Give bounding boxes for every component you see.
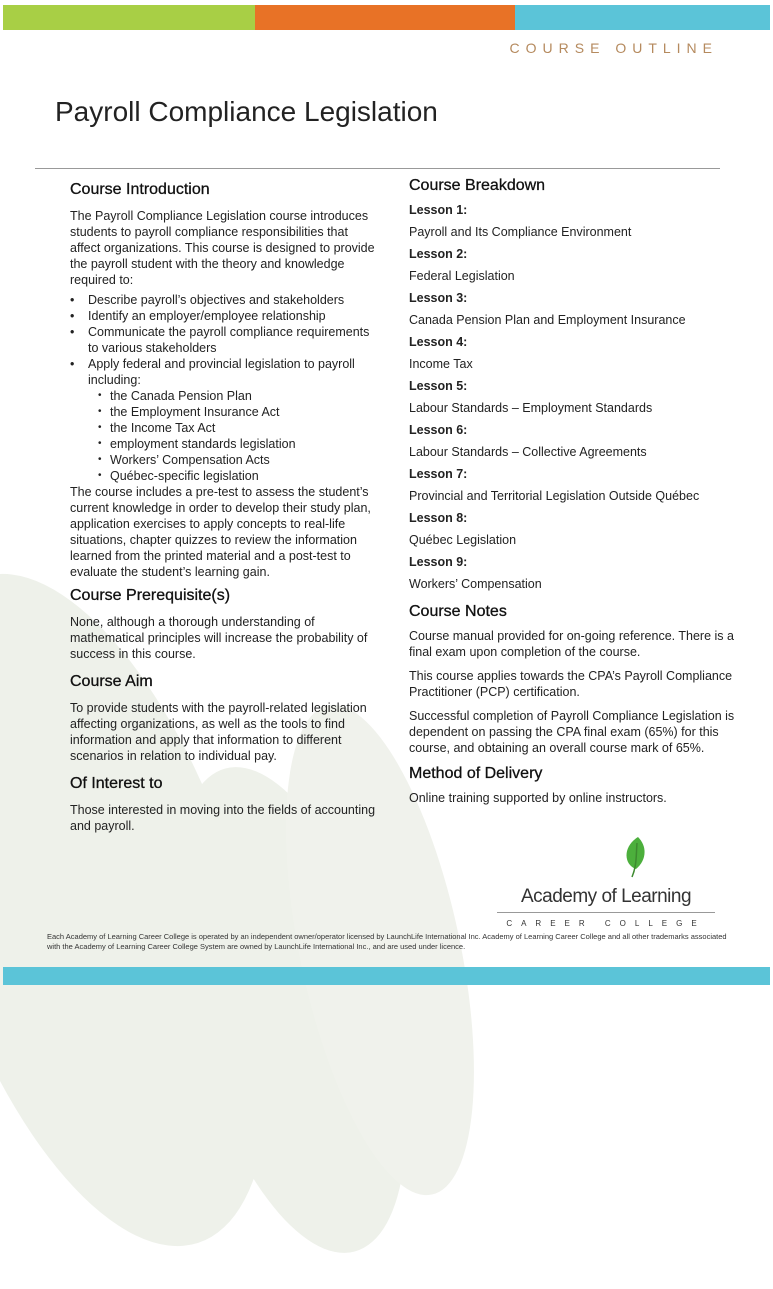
lesson-title: Labour Standards – Employment Standards xyxy=(409,401,653,415)
legislation-list xyxy=(98,388,380,484)
prereq-text: None, although a thorough understanding of mathematical principles will increase the probability of success in this course. xyxy=(70,615,368,661)
lesson-list xyxy=(409,202,739,592)
header-bar-blue xyxy=(515,5,770,30)
lesson-label: Lesson 4: xyxy=(409,335,468,349)
list-item-text: Apply federal and provincial legislation to payroll including: xyxy=(88,357,355,387)
section-heading: Method of Delivery xyxy=(409,765,543,782)
logo-divider xyxy=(497,912,715,913)
list-item: • Québec-specific legislation xyxy=(98,468,380,484)
list-item: • Workers’ Compensation Acts xyxy=(98,452,380,468)
lesson-title: Canada Pension Plan and Employment Insurance xyxy=(409,313,686,327)
section-heading: Course Notes xyxy=(409,603,507,620)
note-text: This course applies towards the CPA’s Payroll Compliance Practitioner (PCP) certification. xyxy=(409,669,733,699)
leaf-icon xyxy=(616,835,656,879)
section-heading: Course Aim xyxy=(70,673,153,690)
lesson-title: Provincial and Territorial Legislation Outside Québec xyxy=(409,489,700,503)
lesson-label: Lesson 3: xyxy=(409,291,468,305)
section-heading: Course Prerequisite(s) xyxy=(70,587,231,604)
list-item: • the Employment Insurance Act xyxy=(98,404,380,420)
lesson-title: Québec Legislation xyxy=(409,533,517,547)
note-text: Successful completion of Payroll Compliance Legislation is dependent on passing the CPA final exam (65%) for this course, and obtaining an overall course mark of 65%. xyxy=(409,709,735,755)
list-item: • Identify an employer/employee relationship xyxy=(70,308,380,324)
legal-notice: Each Academy of Learning Career College is operated by an independent owner/operator licensed by LaunchLife International Inc. Academy of Learning Career College and all other trademarks associated with the Academy of Learning Career College System are owned by LaunchLife International Inc., and are used under licence. xyxy=(47,932,727,951)
list-item: • Communicate the payroll compliance requirements to various stakeholders xyxy=(70,324,380,356)
lesson-label: Lesson 9: xyxy=(409,555,468,569)
lesson-label: Lesson 7: xyxy=(409,467,468,481)
section-heading: Course Breakdown xyxy=(409,177,546,194)
header-bar-orange xyxy=(255,5,515,30)
interest-text: Those interested in moving into the fields of accounting and payroll. xyxy=(70,803,376,833)
lesson-title: Labour Standards – Collective Agreements xyxy=(409,445,647,459)
intro-text: The Payroll Compliance Legislation course introduces students to payroll compliance responsibilities that affect organizations. This course is designed to provide the payroll student with the theory and knowledge required to: xyxy=(70,209,375,287)
section-heading: Course Introduction xyxy=(70,181,210,198)
section-heading: Of Interest to xyxy=(70,775,163,792)
lesson-title: Payroll and Its Compliance Environment xyxy=(409,225,632,239)
left-column xyxy=(70,180,380,838)
list-item: • the Income Tax Act xyxy=(98,420,380,436)
list-item: • Describe payroll’s objectives and stakeholders xyxy=(70,292,380,308)
list-item: • employment standards legislation xyxy=(98,436,380,452)
logo-subtitle: CAREER COLLEGE xyxy=(506,919,706,928)
header-bar-green xyxy=(3,5,255,30)
objectives-list xyxy=(70,292,380,484)
lesson-title: Federal Legislation xyxy=(409,269,515,283)
list-item: • the Canada Pension Plan xyxy=(98,388,380,404)
document-type-label: COURSE OUTLINE xyxy=(509,40,718,56)
intro-text-2: The course includes a pre-test to assess the student’s current knowledge in order to develop their study plan, application exercises to apply concepts to real-life situations, chapter quizzes to review the information learned from the printed material and a post-test to evaluate the student’s learning gain. xyxy=(70,485,371,579)
footer-bar xyxy=(3,967,770,985)
lesson-title: Income Tax xyxy=(409,357,473,371)
academy-logo xyxy=(497,835,715,929)
lesson-label: Lesson 1: xyxy=(409,203,468,217)
right-column xyxy=(409,176,739,810)
lesson-label: Lesson 6: xyxy=(409,423,468,437)
lesson-label: Lesson 2: xyxy=(409,247,468,261)
page-title: Payroll Compliance Legislation xyxy=(55,96,438,127)
note-text: Course manual provided for on-going reference. There is a final exam upon completion of the course. xyxy=(409,629,734,659)
logo-name: Academy of Learning xyxy=(520,886,692,907)
delivery-text: Online training supported by online instructors. xyxy=(409,791,667,805)
list-item xyxy=(70,356,380,484)
divider xyxy=(35,168,720,169)
lesson-title: Workers’ Compensation xyxy=(409,577,542,591)
lesson-label: Lesson 8: xyxy=(409,511,468,525)
aim-text: To provide students with the payroll-related legislation affecting organizations, as well as the tools to find information and apply that information to different scenarios in relation to individual pay. xyxy=(70,701,367,763)
lesson-label: Lesson 5: xyxy=(409,379,468,393)
